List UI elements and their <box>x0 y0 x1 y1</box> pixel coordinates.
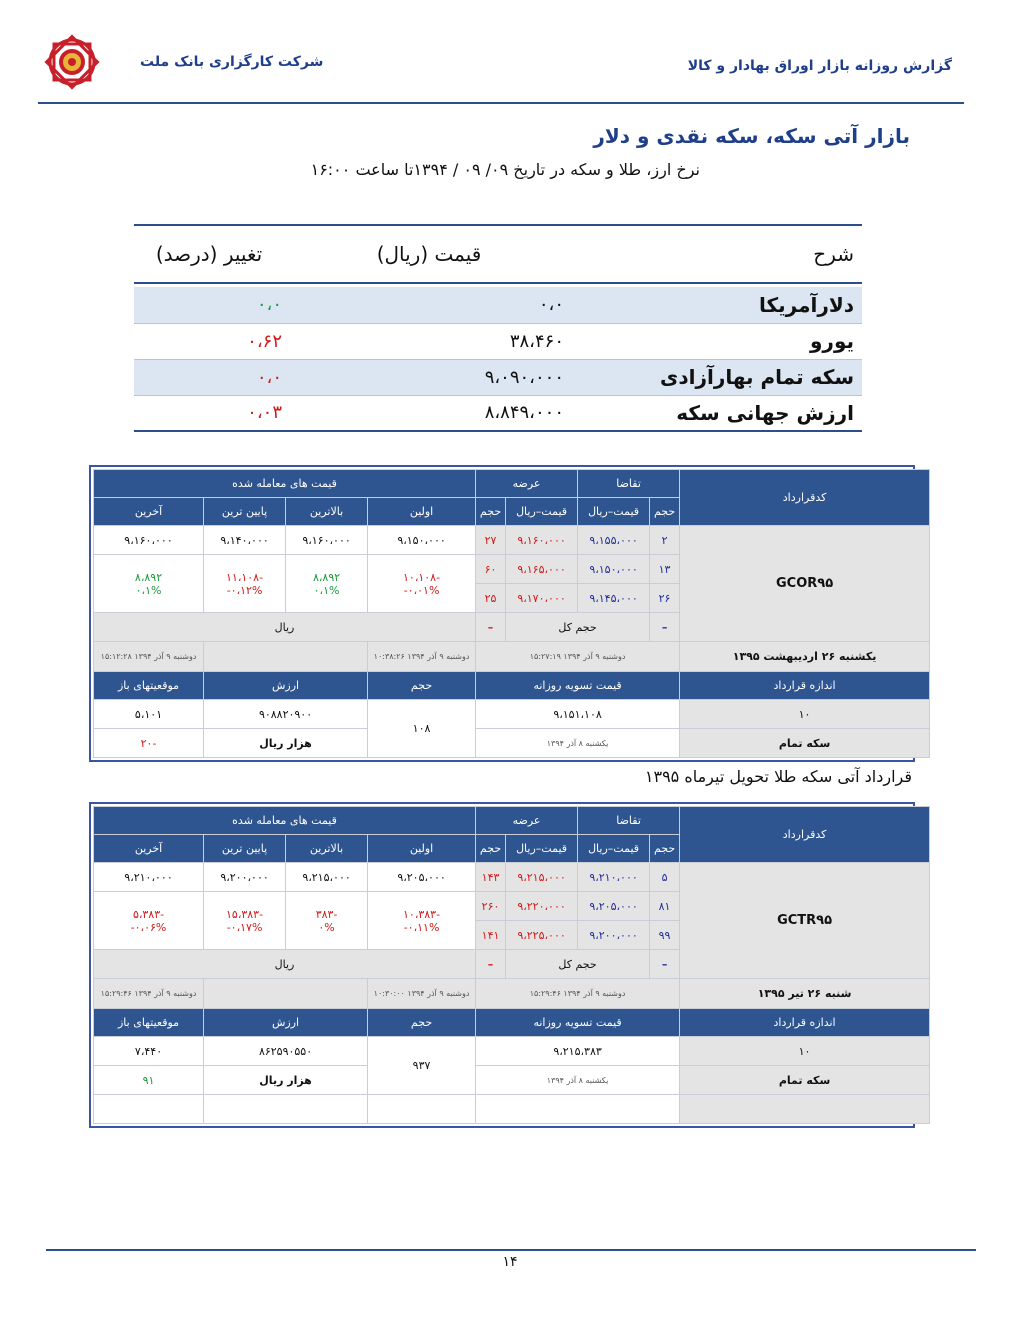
page-number: ۱۴ <box>502 1254 518 1270</box>
section-subtitle: نرخ ارز، طلا و سکه در تاریخ ۰۹/ ۰۹ / ۱۳۹۴تا ساعت ۱۶:۰۰ <box>310 160 700 179</box>
value-unit: هزار ریال <box>204 729 368 758</box>
open-positions: ۵،۱۰۱ <box>94 700 204 729</box>
empty-cell <box>368 1095 476 1124</box>
volume-header: حجم <box>368 1009 476 1037</box>
col-header-desc: شرح <box>574 225 862 283</box>
row-desc: سکه تمام بهارآزادی <box>574 359 862 395</box>
row-price: ۰،۰ <box>284 287 574 323</box>
supply-price: ۹،۲۲۰،۰۰۰ <box>506 892 578 921</box>
supply-price: ۹،۱۷۰،۰۰۰ <box>506 584 578 613</box>
supply-price-header: قیمت–ریال <box>506 498 578 526</box>
high-price: ۹،۱۶۰،۰۰۰ <box>286 526 368 555</box>
demand-volume: ۲۶ <box>650 584 680 613</box>
currency-label: ریال <box>94 950 476 979</box>
currency-label: ریال <box>94 613 476 642</box>
demand-volume: ۲ <box>650 526 680 555</box>
supply-volume: ۶۰ <box>476 555 506 584</box>
supply-price: ۹،۱۶۰،۰۰۰ <box>506 526 578 555</box>
table-row <box>134 359 862 395</box>
row-desc: یورو <box>574 323 862 359</box>
empty-cell <box>476 1095 680 1124</box>
supply-price-header: قیمت–ریال <box>506 835 578 863</box>
first-header: اولین <box>368 835 476 863</box>
demand-header: تقاضا <box>578 470 680 498</box>
low-change: -۱۵،۳۸۳ ۰،۱۷%- <box>204 892 286 950</box>
last-change: -۵،۳۸۳ ۰،۰۶%- <box>94 892 204 950</box>
contract-size-header: اندازه قرارداد <box>680 1009 930 1037</box>
supply-total-dash: – <box>476 950 506 979</box>
open-positions: ۷،۴۴۰ <box>94 1037 204 1066</box>
demand-price: ۹،۱۴۵،۰۰۰ <box>578 584 650 613</box>
supply-volume: ۲۷ <box>476 526 506 555</box>
contract-size: ۱۰ <box>680 700 930 729</box>
low-header: پایین ترین <box>204 835 286 863</box>
value-unit: هزار ریال <box>204 1066 368 1095</box>
low-header: پایین ترین <box>204 498 286 526</box>
supply-total-dash: – <box>476 613 506 642</box>
empty-cell <box>204 642 368 672</box>
open-positions-header: موقعیتهای باز <box>94 672 204 700</box>
last-change: ۸،۸۹۲ ۰،۱% <box>94 555 204 613</box>
last-header: آخرین <box>94 835 204 863</box>
row-change: ۰،۰ <box>134 287 284 323</box>
table-row <box>134 323 862 359</box>
empty-cell <box>204 1095 368 1124</box>
contract-size: ۱۰ <box>680 1037 930 1066</box>
supply-volume-header: حجم <box>476 835 506 863</box>
demand-price: ۹،۲۱۰،۰۰۰ <box>578 863 650 892</box>
bank-mellat-logo <box>40 30 104 94</box>
first-change: -۱۰،۱۰۸ ۰،۰۱%- <box>368 555 476 613</box>
contract-code: GCTR۹۵ <box>680 863 930 979</box>
row-price: ۸،۸۴۹،۰۰۰ <box>284 395 574 431</box>
supply-price: ۹،۲۲۵،۰۰۰ <box>506 921 578 950</box>
col-header-price: قیمت (ریال) <box>284 225 574 283</box>
supply-volume: ۱۴۱ <box>476 921 506 950</box>
last-header: آخرین <box>94 498 204 526</box>
supply-volume-header: حجم <box>476 498 506 526</box>
total-volume-label: حجم کل <box>506 613 650 642</box>
settlement-date: یکشنبه ۸ آذر ۱۳۹۴ <box>476 1066 680 1095</box>
fx-gold-price-table <box>134 224 862 432</box>
open-positions-change: ۹۱ <box>94 1066 204 1095</box>
high-change: -۳۸۳ ۰% <box>286 892 368 950</box>
settlement-header: قیمت تسویه روزانه <box>476 1009 680 1037</box>
contract-box <box>89 802 915 1128</box>
demand-volume: ۹۹ <box>650 921 680 950</box>
settlement-price: ۹،۱۵۱،۱۰۸ <box>476 700 680 729</box>
demand-time: دوشنبه ۹ آذر ۱۳۹۴ ۱۵:۲۷:۱۹ <box>476 642 680 672</box>
open-positions-change: -۲۰ <box>94 729 204 758</box>
contract-table <box>93 806 930 1124</box>
settlement-date: یکشنبه ۸ آذر ۱۳۹۴ <box>476 729 680 758</box>
demand-volume: ۵ <box>650 863 680 892</box>
open-positions-header: موقعیتهای باز <box>94 1009 204 1037</box>
demand-price: ۹،۲۰۵،۰۰۰ <box>578 892 650 921</box>
demand-price: ۹،۱۵۵،۰۰۰ <box>578 526 650 555</box>
empty-cell <box>680 1095 930 1124</box>
code-header: کدقرارداد <box>680 470 930 526</box>
high-header: بالاترین <box>286 498 368 526</box>
traded-header: قیمت های معامله شده <box>94 470 476 498</box>
last-price: ۹،۲۱۰،۰۰۰ <box>94 863 204 892</box>
row-change: ۰،۶۲ <box>134 323 284 359</box>
row-desc: دلارآمریکا <box>574 287 862 323</box>
low-price: ۹،۱۴۰،۰۰۰ <box>204 526 286 555</box>
code-header: کدقرارداد <box>680 807 930 863</box>
price-table-header <box>134 225 862 283</box>
demand-volume-header: حجم <box>650 835 680 863</box>
supply-volume: ۲۵ <box>476 584 506 613</box>
contract-caption: قرارداد آتی سکه طلا تحویل تیرماه ۱۳۹۵ <box>644 767 912 786</box>
value: ۸۶۲۵۹۰۵۵۰ <box>204 1037 368 1066</box>
row-change: ۰،۰ <box>134 359 284 395</box>
col-header-change: تغییر (درصد) <box>134 225 284 283</box>
volume-header: حجم <box>368 672 476 700</box>
first-trade-time: دوشنبه ۹ آذر ۱۳۹۴ ۱۰:۳۸:۲۶ <box>368 642 476 672</box>
demand-price: ۹،۲۰۰،۰۰۰ <box>578 921 650 950</box>
empty-cell <box>94 1095 204 1124</box>
high-header: بالاترین <box>286 835 368 863</box>
demand-volume-header: حجم <box>650 498 680 526</box>
contract-unit: سکه تمام <box>680 1066 930 1095</box>
demand-total-dash: – <box>650 613 680 642</box>
footer-divider <box>46 1249 976 1251</box>
table-row <box>134 287 862 323</box>
supply-header: عرضه <box>476 470 578 498</box>
last-trade-time: دوشنبه ۹ آذر ۱۳۹۴ ۱۵:۱۲:۲۸ <box>94 642 204 672</box>
value-header: ارزش <box>204 1009 368 1037</box>
delivery-date: یکشنبه ۲۶ اردیبهشت ۱۳۹۵ <box>680 642 930 672</box>
company-name: شرکت کارگزاری بانک ملت <box>140 54 324 70</box>
first-trade-time: دوشنبه ۹ آذر ۱۳۹۴ ۱۰:۳۰:۰۰ <box>368 979 476 1009</box>
contract-unit: سکه تمام <box>680 729 930 758</box>
supply-header: عرضه <box>476 807 578 835</box>
demand-price-header: قیمت–ریال <box>578 835 650 863</box>
row-price: ۳۸،۴۶۰ <box>284 323 574 359</box>
first-price: ۹،۲۰۵،۰۰۰ <box>368 863 476 892</box>
demand-volume: ۱۳ <box>650 555 680 584</box>
supply-price: ۹،۱۶۵،۰۰۰ <box>506 555 578 584</box>
first-price: ۹،۱۵۰،۰۰۰ <box>368 526 476 555</box>
contract-table <box>93 469 930 758</box>
last-trade-time: دوشنبه ۹ آذر ۱۳۹۴ ۱۵:۲۹:۴۶ <box>94 979 204 1009</box>
demand-time: دوشنبه ۹ آذر ۱۳۹۴ ۱۵:۲۹:۴۶ <box>476 979 680 1009</box>
high-price: ۹،۲۱۵،۰۰۰ <box>286 863 368 892</box>
section-title: بازار آتی سکه، سکه نقدی و دلار <box>593 124 910 148</box>
contract-code: GCOR۹۵ <box>680 526 930 642</box>
header-divider <box>38 102 964 104</box>
low-price: ۹،۲۰۰،۰۰۰ <box>204 863 286 892</box>
report-title: گزارش روزانه بازار اوراق بهادار و کالا <box>687 58 952 74</box>
first-header: اولین <box>368 498 476 526</box>
supply-volume: ۱۴۳ <box>476 863 506 892</box>
total-volume-label: حجم کل <box>506 950 650 979</box>
row-price: ۹،۰۹۰،۰۰۰ <box>284 359 574 395</box>
table-row <box>134 395 862 431</box>
first-change: -۱۰،۳۸۳ ۰،۱۱%- <box>368 892 476 950</box>
row-desc: ارزش جهانی سکه <box>574 395 862 431</box>
supply-volume: ۲۶۰ <box>476 892 506 921</box>
row-change: ۰،۰۳ <box>134 395 284 431</box>
demand-header: تقاضا <box>578 807 680 835</box>
volume: ۱۰۸ <box>368 700 476 758</box>
last-price: ۹،۱۶۰،۰۰۰ <box>94 526 204 555</box>
low-change: -۱۱،۱۰۸ ۰،۱۲%- <box>204 555 286 613</box>
demand-price: ۹،۱۵۰،۰۰۰ <box>578 555 650 584</box>
demand-total-dash: – <box>650 950 680 979</box>
demand-volume: ۸۱ <box>650 892 680 921</box>
value-header: ارزش <box>204 672 368 700</box>
supply-price: ۹،۲۱۵،۰۰۰ <box>506 863 578 892</box>
demand-price-header: قیمت–ریال <box>578 498 650 526</box>
contract-box <box>89 465 915 762</box>
value: ۹۰۸۸۲۰۹۰۰ <box>204 700 368 729</box>
settlement-price: ۹،۲۱۵،۳۸۳ <box>476 1037 680 1066</box>
contract-size-header: اندازه قرارداد <box>680 672 930 700</box>
empty-cell <box>204 979 368 1009</box>
traded-header: قیمت های معامله شده <box>94 807 476 835</box>
delivery-date: شنبه ۲۶ تیر ۱۳۹۵ <box>680 979 930 1009</box>
high-change: ۸،۸۹۲ ۰،۱% <box>286 555 368 613</box>
volume: ۹۳۷ <box>368 1037 476 1095</box>
settlement-header: قیمت تسویه روزانه <box>476 672 680 700</box>
